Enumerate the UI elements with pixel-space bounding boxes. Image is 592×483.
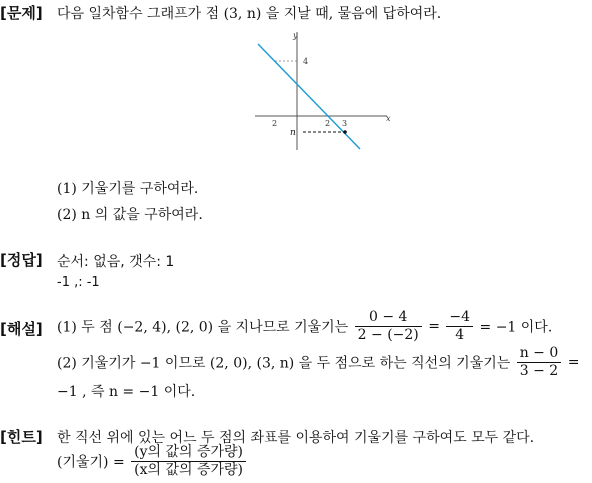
x-tick-right: 2 [325, 119, 331, 128]
hint-text: 한 직선 위에 있는 어느 두 점의 좌표를 이용하여 기울기를 구하여도 모두 같다. [57, 430, 535, 446]
answer-line-1: 순서: 없음, 갯수: 1 [57, 254, 175, 270]
n-label: n [290, 128, 296, 138]
explanation-2-text: (2) 기울기가 −1 이므로 (2, 0), (3, n) 을 두 점으로 하는 직선의 기울기는 [57, 355, 511, 372]
hint-formula [57, 444, 248, 479]
hint-formula-left: (기울기) = [57, 454, 125, 471]
x-tick-3: 3 [342, 119, 348, 128]
slope-fraction-1 [355, 309, 422, 344]
hint-fraction-numerator: (y의 값의 증가량) [131, 444, 246, 462]
slope-fraction-2-numerator: −4 [446, 309, 473, 327]
explanation-1-text: (1) 두 점 (−2, 4), (2, 0) 을 지나므로 기울기는 [57, 319, 349, 336]
explanation-2-line-2: −1 , 즉 n = −1 이다. [57, 384, 196, 400]
slope-fraction-1-denominator: 2 − (−2) [357, 327, 419, 343]
slope-fraction-3 [517, 345, 562, 380]
explanation-1-tail: = −1 이다. [479, 319, 553, 336]
hint-fraction [131, 444, 246, 479]
slope-fraction-2-denominator: 4 [455, 327, 465, 343]
slope-fraction-2 [446, 309, 473, 344]
equals-sign-2: = [567, 354, 580, 371]
problem-tag: [문제] [0, 4, 43, 22]
y-axis-label: y [293, 31, 298, 40]
problem-statement: 다음 일차함수 그래프가 점 (3, n) 을 지날 때, 물음에 답하여라. [57, 6, 442, 22]
hint-fraction-denominator: (x의 값의 증가량) [134, 462, 244, 478]
point-3-n [343, 130, 347, 134]
slope-fraction-3-numerator: n − 0 [517, 345, 562, 363]
linear-function-graph [253, 30, 393, 152]
equals-sign: = [428, 318, 440, 335]
answer-line-2: -1 ,: -1 [57, 275, 100, 290]
y-tick-label: 4 [303, 57, 309, 66]
x-axis-label: x [386, 114, 391, 123]
explanation-part-1 [57, 309, 552, 344]
slope-fraction-1-numerator: 0 − 4 [355, 309, 422, 327]
x-tick-left: 2 [272, 119, 278, 128]
explanation-part-2 [57, 345, 579, 380]
slope-fraction-3-denominator: 3 − 2 [519, 363, 559, 379]
answer-tag: [정답] [0, 251, 43, 269]
hint-tag: [힌트] [0, 428, 43, 446]
explanation-tag: [해설] [0, 320, 43, 338]
question-1: (1) 기울기를 구하여라. [57, 181, 199, 197]
question-2: (2) n 의 값을 구하여라. [57, 207, 203, 223]
